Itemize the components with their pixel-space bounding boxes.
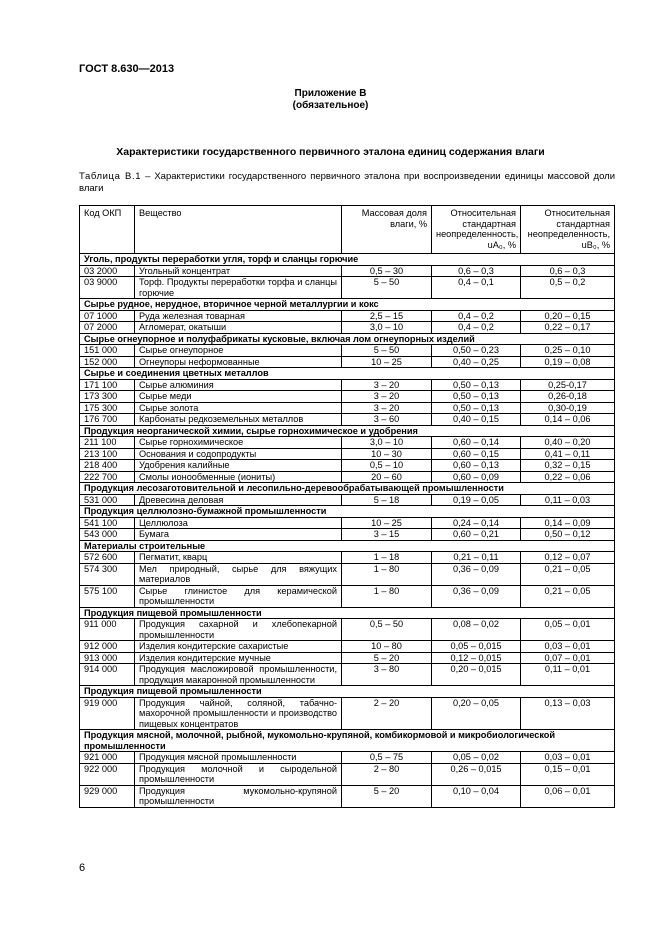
cell-uncertainty-a: 0,36 – 0,09 bbox=[432, 563, 521, 585]
table-row bbox=[80, 785, 615, 807]
cell-uncertainty-a: 0,20 – 0,05 bbox=[432, 697, 521, 730]
cell-code: 07 1000 bbox=[80, 310, 135, 322]
cell-code: 574 300 bbox=[80, 563, 135, 585]
cell-uncertainty-b: 0,22 – 0,06 bbox=[521, 471, 615, 483]
cell-code: 914 000 bbox=[80, 664, 135, 686]
cell-code: 152 000 bbox=[80, 356, 135, 368]
table-row bbox=[80, 752, 615, 764]
cell-uncertainty-b: 0,07 – 0,01 bbox=[521, 652, 615, 664]
cell-uncertainty-b: 0,25 – 0,10 bbox=[521, 345, 615, 357]
col-header-uncertainty-a: Относительная стандартная неопределенность, uA₀, % bbox=[432, 206, 521, 254]
group-title: Сырье и соединения цветных металлов bbox=[80, 368, 615, 380]
table-row bbox=[80, 517, 615, 529]
table-row bbox=[80, 310, 615, 322]
cell-code: 03 9000 bbox=[80, 277, 135, 299]
table-row bbox=[80, 402, 615, 414]
cell-substance: Продукция мясной промышленности bbox=[135, 752, 342, 764]
section-title: Характеристики государственного первичного эталона единиц содержания влаги bbox=[116, 146, 545, 158]
cell-substance: Изделия кондитерские сахаристые bbox=[135, 641, 342, 653]
cell-moisture: 0,5 – 75 bbox=[342, 752, 432, 764]
cell-substance: Руда железная товарная bbox=[135, 310, 342, 322]
cell-substance: Сырье огнеупорное bbox=[135, 345, 342, 357]
cell-code: 575 100 bbox=[80, 585, 135, 607]
table-caption-label: Таблица В.1 bbox=[79, 171, 142, 182]
table-row bbox=[80, 277, 615, 299]
cell-substance: Продукция мукомольно-крупяной промышленности bbox=[135, 785, 342, 807]
cell-uncertainty-a: 0,6 – 0,3 bbox=[432, 265, 521, 277]
cell-substance: Продукция сахарной и хлебопекарной промышленности bbox=[135, 619, 342, 641]
group-title: Продукция лесозаготовительной и лесопильно-деревообрабатывающей промышленности bbox=[80, 483, 615, 495]
cell-substance: Сырье глинистое для керамической промышленности bbox=[135, 585, 342, 607]
cell-uncertainty-b: 0,03 – 0,01 bbox=[521, 752, 615, 764]
cell-code: 07 2000 bbox=[80, 322, 135, 334]
cell-moisture: 10 – 30 bbox=[342, 448, 432, 460]
cell-code: 175 300 bbox=[80, 402, 135, 414]
cell-moisture: 3 – 20 bbox=[342, 379, 432, 391]
cell-substance: Удобрения калийные bbox=[135, 460, 342, 472]
table-row bbox=[80, 652, 615, 664]
table-row bbox=[80, 448, 615, 460]
cell-code: 572 600 bbox=[80, 552, 135, 564]
cell-uncertainty-a: 0,60 – 0,21 bbox=[432, 529, 521, 541]
cell-moisture: 1 – 80 bbox=[342, 563, 432, 585]
cell-uncertainty-a: 0,50 – 0,23 bbox=[432, 345, 521, 357]
cell-substance: Смолы ионообменные (иониты) bbox=[135, 471, 342, 483]
cell-moisture: 5 – 50 bbox=[342, 277, 432, 299]
group-header-row bbox=[80, 506, 615, 518]
cell-substance: Сырье меди bbox=[135, 391, 342, 403]
group-title: Сырье рудное, нерудное, вторичное черной металлургии и кокс bbox=[80, 299, 615, 311]
cell-substance: Сырье алюминия bbox=[135, 379, 342, 391]
cell-uncertainty-a: 0,40 – 0,25 bbox=[432, 356, 521, 368]
cell-uncertainty-b: 0,6 – 0,3 bbox=[521, 265, 615, 277]
table-row bbox=[80, 379, 615, 391]
table-row bbox=[80, 391, 615, 403]
cell-code: 921 000 bbox=[80, 752, 135, 764]
table-row bbox=[80, 265, 615, 277]
page-number: 6 bbox=[79, 862, 86, 874]
cell-uncertainty-a: 0,50 – 0,13 bbox=[432, 379, 521, 391]
cell-code: 211 100 bbox=[80, 437, 135, 449]
cell-substance: Огнеупоры неформованные bbox=[135, 356, 342, 368]
cell-moisture: 0,5 – 30 bbox=[342, 265, 432, 277]
table-row bbox=[80, 763, 615, 785]
cell-substance: Агломерат, окатыши bbox=[135, 322, 342, 334]
cell-uncertainty-b: 0,11 – 0,01 bbox=[521, 664, 615, 686]
table-row bbox=[80, 345, 615, 357]
cell-moisture: 3 – 15 bbox=[342, 529, 432, 541]
cell-uncertainty-a: 0,4 – 0,1 bbox=[432, 277, 521, 299]
cell-moisture: 3,0 – 10 bbox=[342, 437, 432, 449]
cell-moisture: 1 – 18 bbox=[342, 552, 432, 564]
document-header: ГОСТ 8.630—2013 bbox=[79, 63, 175, 75]
table-row bbox=[80, 437, 615, 449]
cell-moisture: 10 – 80 bbox=[342, 641, 432, 653]
cell-uncertainty-a: 0,20 – 0,015 bbox=[432, 664, 521, 686]
cell-substance: Сырье золота bbox=[135, 402, 342, 414]
cell-uncertainty-b: 0,32 – 0,15 bbox=[521, 460, 615, 472]
appendix-heading bbox=[0, 88, 661, 112]
group-title: Продукция пищевой промышленности bbox=[80, 686, 615, 698]
cell-uncertainty-b: 0,25-0,17 bbox=[521, 379, 615, 391]
cell-code: 171 100 bbox=[80, 379, 135, 391]
cell-uncertainty-a: 0,19 – 0,05 bbox=[432, 494, 521, 506]
cell-uncertainty-b: 0,13 – 0,03 bbox=[521, 697, 615, 730]
cell-substance: Продукция молочной и сыродельной промышленности bbox=[135, 763, 342, 785]
cell-code: 151 000 bbox=[80, 345, 135, 357]
cell-uncertainty-b: 0,06 – 0,01 bbox=[521, 785, 615, 807]
cell-code: 929 000 bbox=[80, 785, 135, 807]
table-row bbox=[80, 471, 615, 483]
cell-moisture: 3 – 80 bbox=[342, 664, 432, 686]
cell-uncertainty-b: 0,03 – 0,01 bbox=[521, 641, 615, 653]
col-header-code: Код ОКП bbox=[80, 206, 135, 254]
table-row bbox=[80, 414, 615, 426]
table-row bbox=[80, 563, 615, 585]
table-body bbox=[80, 254, 615, 808]
col-header-uncertainty-b: Относительная стандартная неопределенность, uB₀, % bbox=[521, 206, 615, 254]
cell-uncertainty-b: 0,22 – 0,17 bbox=[521, 322, 615, 334]
cell-moisture: 3 – 60 bbox=[342, 414, 432, 426]
cell-moisture: 20 – 60 bbox=[342, 471, 432, 483]
group-header-row bbox=[80, 607, 615, 619]
cell-code: 919 000 bbox=[80, 697, 135, 730]
cell-substance: Основания и содопродукты bbox=[135, 448, 342, 460]
cell-code: 922 000 bbox=[80, 763, 135, 785]
cell-moisture: 5 – 18 bbox=[342, 494, 432, 506]
table-row bbox=[80, 552, 615, 564]
group-header-row bbox=[80, 730, 615, 752]
group-title: Продукция пищевой промышленности bbox=[80, 607, 615, 619]
cell-moisture: 10 – 25 bbox=[342, 517, 432, 529]
cell-code: 03 2000 bbox=[80, 265, 135, 277]
cell-uncertainty-b: 0,14 – 0,09 bbox=[521, 517, 615, 529]
table-header-row bbox=[80, 206, 615, 254]
cell-uncertainty-b: 0,41 – 0,11 bbox=[521, 448, 615, 460]
cell-moisture: 0,5 – 50 bbox=[342, 619, 432, 641]
table-row bbox=[80, 619, 615, 641]
cell-uncertainty-b: 0,30-0,19 bbox=[521, 402, 615, 414]
cell-code: 222 700 bbox=[80, 471, 135, 483]
cell-uncertainty-a: 0,4 – 0,2 bbox=[432, 310, 521, 322]
cell-code: 213 100 bbox=[80, 448, 135, 460]
cell-moisture: 5 – 50 bbox=[342, 345, 432, 357]
cell-uncertainty-a: 0,60 – 0,13 bbox=[432, 460, 521, 472]
table-row bbox=[80, 494, 615, 506]
cell-uncertainty-b: 0,11 – 0,03 bbox=[521, 494, 615, 506]
table-row bbox=[80, 460, 615, 472]
cell-moisture: 2,5 – 15 bbox=[342, 310, 432, 322]
cell-moisture: 5 – 20 bbox=[342, 652, 432, 664]
table-row bbox=[80, 664, 615, 686]
group-header-row bbox=[80, 540, 615, 552]
cell-uncertainty-b: 0,15 – 0,01 bbox=[521, 763, 615, 785]
cell-uncertainty-a: 0,60 – 0,15 bbox=[432, 448, 521, 460]
group-header-row bbox=[80, 483, 615, 495]
cell-uncertainty-a: 0,08 – 0,02 bbox=[432, 619, 521, 641]
cell-uncertainty-b: 0,14 – 0,06 bbox=[521, 414, 615, 426]
cell-code: 173 300 bbox=[80, 391, 135, 403]
cell-uncertainty-a: 0,50 – 0,13 bbox=[432, 402, 521, 414]
cell-uncertainty-b: 0,20 – 0,15 bbox=[521, 310, 615, 322]
cell-moisture: 3 – 20 bbox=[342, 391, 432, 403]
cell-moisture: 3 – 20 bbox=[342, 402, 432, 414]
cell-moisture: 10 – 25 bbox=[342, 356, 432, 368]
group-header-row bbox=[80, 254, 615, 266]
cell-substance: Изделия кондитерские мучные bbox=[135, 652, 342, 664]
cell-uncertainty-b: 0,21 – 0,05 bbox=[521, 585, 615, 607]
table-row bbox=[80, 697, 615, 730]
cell-uncertainty-a: 0,10 – 0,04 bbox=[432, 785, 521, 807]
cell-moisture: 2 – 20 bbox=[342, 697, 432, 730]
cell-moisture: 2 – 80 bbox=[342, 763, 432, 785]
cell-substance: Торф. Продукты переработки торфа и сланцы горючие bbox=[135, 277, 342, 299]
moisture-table bbox=[79, 205, 615, 808]
group-header-row bbox=[80, 368, 615, 380]
cell-uncertainty-a: 0,12 – 0,015 bbox=[432, 652, 521, 664]
group-title: Продукция неорганической химии, сырье горнохимическое и удобрения bbox=[80, 425, 615, 437]
cell-substance: Мел природный, сырье для вяжущих материалов bbox=[135, 563, 342, 585]
col-header-moisture: Массовая доля влаги, % bbox=[342, 206, 432, 254]
cell-substance: Угольный концентрат bbox=[135, 265, 342, 277]
cell-substance: Карбонаты редкоземельных металлов bbox=[135, 414, 342, 426]
cell-moisture: 5 – 20 bbox=[342, 785, 432, 807]
cell-code: 176 700 bbox=[80, 414, 135, 426]
group-title: Продукция мясной, молочной, рыбной, мукомольно-крупяной, комбикормовой и микробиологической промышленности bbox=[80, 730, 615, 752]
table-caption bbox=[79, 171, 615, 195]
cell-uncertainty-a: 0,05 – 0,015 bbox=[432, 641, 521, 653]
cell-substance: Бумага bbox=[135, 529, 342, 541]
cell-substance: Древесина деловая bbox=[135, 494, 342, 506]
group-title: Продукция целлюлозно-бумажной промышленности bbox=[80, 506, 615, 518]
cell-uncertainty-a: 0,40 – 0,15 bbox=[432, 414, 521, 426]
group-header-row bbox=[80, 425, 615, 437]
cell-code: 911 000 bbox=[80, 619, 135, 641]
table-caption-text: – Характеристики государственного первичного эталона при воспроизведении единицы массовой доли влаги bbox=[79, 171, 615, 194]
cell-uncertainty-a: 0,24 – 0,14 bbox=[432, 517, 521, 529]
cell-uncertainty-a: 0,60 – 0,09 bbox=[432, 471, 521, 483]
cell-uncertainty-a: 0,05 – 0,02 bbox=[432, 752, 521, 764]
group-title: Сырье огнеупорное и полуфабрикаты кусковые, включая лом огнеупорных изделий bbox=[80, 333, 615, 345]
cell-moisture: 3,0 – 10 bbox=[342, 322, 432, 334]
cell-uncertainty-b: 0,26-0,18 bbox=[521, 391, 615, 403]
cell-uncertainty-b: 0,12 – 0,07 bbox=[521, 552, 615, 564]
col-header-substance: Вещество bbox=[135, 206, 342, 254]
cell-uncertainty-b: 0,05 – 0,01 bbox=[521, 619, 615, 641]
cell-substance: Продукция масложировой промышленности, продукция макаронной промышленности bbox=[135, 664, 342, 686]
group-title: Уголь, продукты переработки угля, торф и сланцы горючие bbox=[80, 254, 615, 266]
table-row bbox=[80, 641, 615, 653]
table-row bbox=[80, 585, 615, 607]
group-header-row bbox=[80, 333, 615, 345]
group-header-row bbox=[80, 299, 615, 311]
table-row bbox=[80, 529, 615, 541]
cell-uncertainty-a: 0,21 – 0,11 bbox=[432, 552, 521, 564]
cell-code: 541 100 bbox=[80, 517, 135, 529]
group-header-row bbox=[80, 686, 615, 698]
cell-substance: Целлюлоза bbox=[135, 517, 342, 529]
cell-code: 543 000 bbox=[80, 529, 135, 541]
cell-substance: Пегматит, кварц bbox=[135, 552, 342, 564]
appendix-title: Приложение В bbox=[294, 88, 367, 99]
cell-uncertainty-b: 0,5 – 0,2 bbox=[521, 277, 615, 299]
cell-code: 912 000 bbox=[80, 641, 135, 653]
cell-substance: Сырье горнохимическое bbox=[135, 437, 342, 449]
cell-uncertainty-b: 0,19 – 0,08 bbox=[521, 356, 615, 368]
cell-uncertainty-a: 0,26 – 0,015 bbox=[432, 763, 521, 785]
cell-moisture: 1 – 80 bbox=[342, 585, 432, 607]
cell-moisture: 0,5 – 10 bbox=[342, 460, 432, 472]
cell-uncertainty-a: 0,4 – 0,2 bbox=[432, 322, 521, 334]
cell-uncertainty-b: 0,50 – 0,12 bbox=[521, 529, 615, 541]
cell-uncertainty-a: 0,60 – 0,14 bbox=[432, 437, 521, 449]
cell-code: 913 000 bbox=[80, 652, 135, 664]
cell-uncertainty-a: 0,50 – 0,13 bbox=[432, 391, 521, 403]
cell-substance: Продукция чайной, соляной, табачно-махорочной промышленности и производство пищевых концентратов bbox=[135, 697, 342, 730]
cell-code: 218 400 bbox=[80, 460, 135, 472]
appendix-subtitle: (обязательное) bbox=[292, 100, 369, 111]
cell-uncertainty-a: 0,36 – 0,09 bbox=[432, 585, 521, 607]
table-row bbox=[80, 322, 615, 334]
cell-uncertainty-b: 0,21 – 0,05 bbox=[521, 563, 615, 585]
cell-code: 531 000 bbox=[80, 494, 135, 506]
cell-uncertainty-b: 0,40 – 0,20 bbox=[521, 437, 615, 449]
table-row bbox=[80, 356, 615, 368]
group-title: Материалы строительные bbox=[80, 540, 615, 552]
